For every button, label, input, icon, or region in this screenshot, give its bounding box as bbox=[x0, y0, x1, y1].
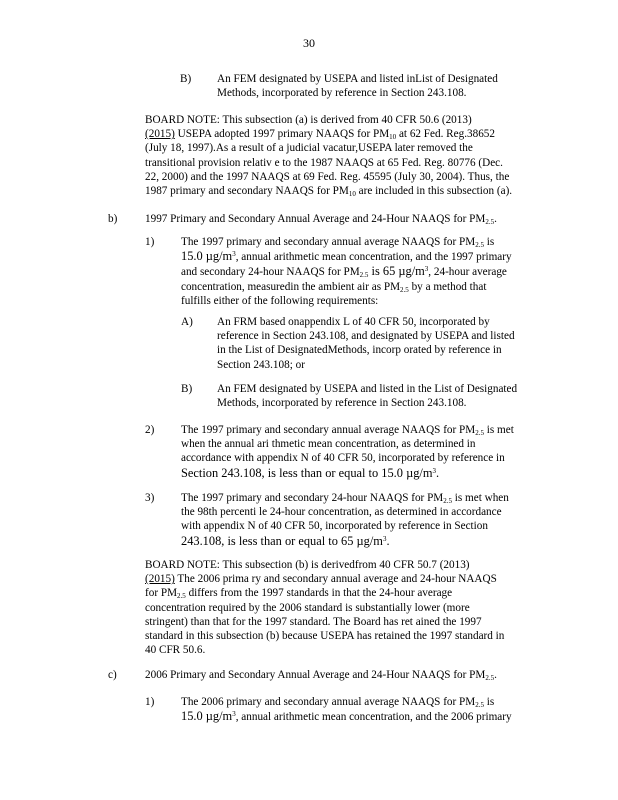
amended-year: (2015) bbox=[145, 128, 175, 141]
item-label: A) bbox=[181, 316, 193, 328]
text-line: (2015) USEPA adopted 1997 primary NAAQS for $PM_{10}$ at 62 Fed. Reg.38652 bbox=[145, 128, 495, 142]
text-line: for $PM_{2.5}$ differs from the 1997 standards in that the 24-hour average bbox=[145, 587, 453, 601]
text-line: 1987 primary and secondary NAAQS for $PM_{10}$ are included in this subsection (a). bbox=[145, 185, 513, 199]
text-line: Methods, incorporated by reference in Section 243.108. bbox=[217, 397, 467, 410]
text-line: (July 18, 1997).As a result of a judicial vacatur,USEPA later removed the bbox=[145, 142, 473, 155]
text-line: An FEM designated by USEPA and listed inList of Designated bbox=[217, 73, 498, 85]
text-line: Methods, incorporated by reference in Section 243.108. bbox=[217, 87, 467, 100]
text-line: reference in Section 243.108, and designated by USEPA and listed bbox=[217, 330, 515, 343]
item-label: 1) bbox=[145, 696, 155, 708]
text-line: The 1997 primary and secondary annual average NAAQS for $PM_{2.5}$ is bbox=[181, 236, 495, 249]
text-line: Section 243.108; or bbox=[217, 358, 305, 371]
text-line: with appendix N of 40 CFR 50, incorporated by reference in Section bbox=[181, 520, 488, 533]
paragraph-b1 bbox=[181, 235, 526, 308]
section-label: b) bbox=[108, 213, 118, 225]
board-note-b bbox=[145, 558, 535, 657]
section-label: c) bbox=[108, 669, 117, 681]
text-line: the 98th percenti le 24-hour concentration, as determined in accordance bbox=[181, 506, 502, 519]
text-line: The 1997 primary and secondary annual average NAAQS for $PM_{2.5}$ is met bbox=[181, 424, 514, 437]
item-label: B) bbox=[180, 73, 192, 85]
section-heading: 2006 Primary and Secondary Annual Average and 24-Hour NAAQS for $PM_{2.5}$. bbox=[145, 669, 497, 682]
text-line: The 2006 primary and secondary annual average NAAQS for $PM_{2.5}$ is bbox=[181, 696, 495, 709]
text-line: in the List of DesignatedMethods, incorp orated by reference in bbox=[217, 344, 502, 357]
item-label: 2) bbox=[145, 424, 155, 436]
paragraph-c1 bbox=[181, 695, 526, 724]
text-line: 22, 2000) and the 1997 NAAQS at 69 Fed. Reg. 45595 (July 30, 2004). Thus, the bbox=[145, 170, 510, 183]
item-label: B) bbox=[181, 383, 193, 395]
text-line: An FRM based onappendix L of 40 CFR 50, incorporated by bbox=[217, 316, 490, 328]
board-note-a bbox=[145, 113, 538, 198]
paragraph-b3 bbox=[181, 491, 529, 548]
amended-year: (2015) bbox=[145, 573, 175, 586]
text-line: concentration required by the 2006 standard is substantially lower (more bbox=[145, 601, 470, 614]
section-heading: 1997 Primary and Secondary Annual Average and 24-Hour NAAQS for $PM_{2.5}$. bbox=[145, 213, 497, 226]
text-line: BOARD NOTE: This subsection (a) is derived from 40 CFR 50.6 (2013) bbox=[145, 114, 472, 126]
text-line: fulfills either of the following requirements: bbox=[181, 294, 379, 307]
text-line: (2015) The 2006 prima ry and secondary annual average and 24-hour NAAQS bbox=[145, 573, 497, 586]
item-label: 1) bbox=[145, 236, 155, 248]
text-line: concentration, measuredin the ambient air as $PM_{2.5}$ by a method that bbox=[181, 280, 487, 294]
item-label: 3) bbox=[145, 492, 155, 504]
page-number: 30 bbox=[303, 36, 315, 50]
list-item bbox=[217, 72, 513, 100]
text-line: 15.0 $\mu g/m^3$, annual arithmetic mean concentration, and the 2006 primary bbox=[181, 709, 512, 724]
text-line: BOARD NOTE: This subsection (b) is derivedfrom 40 CFR 50.7 (2013) bbox=[145, 559, 470, 571]
text-line: stringent) than that for the 1997 standard. The Board has ret ained the 1997 bbox=[145, 615, 482, 628]
text-line: when the annual ari thmetic mean concentration, as determined in bbox=[181, 438, 476, 451]
text-line: 40 CFR 50.6. bbox=[145, 644, 206, 657]
text-line: The 1997 primary and secondary 24-hour NAAQS for $PM_{2.5}$ is met when bbox=[181, 492, 509, 505]
text-line: 15.0 $\mu g/m^3$, annual arithmetic mean concentration, and the 1997 primary bbox=[181, 249, 512, 264]
text-line: Section 243.108, is less than or equal to 15.0 $\mu g/m^3$. bbox=[181, 465, 440, 480]
list-item bbox=[217, 382, 534, 410]
text-line: 243.108, is less than or equal to 65 $\mu g/m^3$. bbox=[181, 533, 390, 548]
text-line: transitional provision relativ e to the 1987 NAAQS at 65 Fed. Reg. 80776 (Dec. bbox=[145, 156, 503, 169]
text-line: and secondary 24-hour NAAQS for $PM_{2.5}$ is 65 $\mu g/m^3$, 24-hour average bbox=[181, 264, 507, 280]
paragraph-b2 bbox=[181, 423, 529, 480]
text-line: standard in this subsection (b) because USEPA has retained the 1997 standard in bbox=[145, 630, 505, 643]
text-line: accordance with appendix N of 40 CFR 50, incorporated by reference in bbox=[181, 452, 505, 465]
list-item bbox=[217, 315, 534, 372]
text-line: An FEM designated by USEPA and listed in the List of Designated bbox=[217, 383, 518, 395]
